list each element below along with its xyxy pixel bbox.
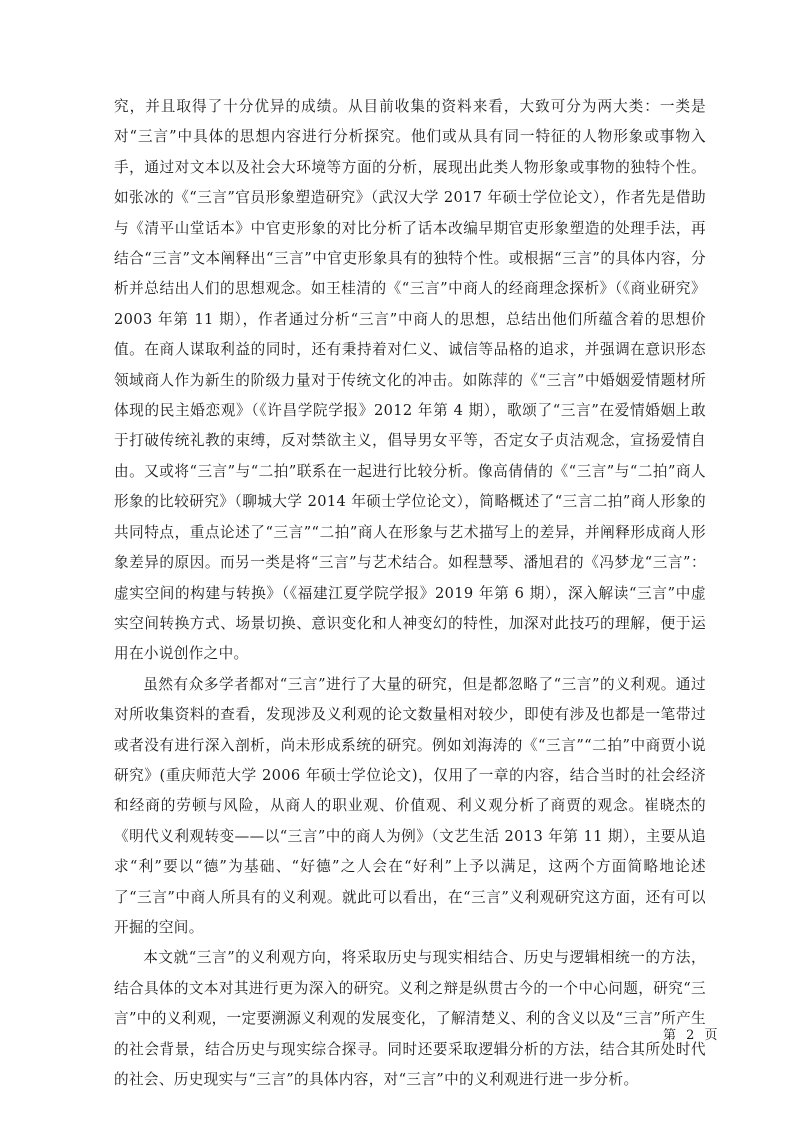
paragraph-continued: 究，并且取得了十分优异的成绩。从目前收集的资料来看，大致可分为两大类：一类是对“三言”中具体的思想内容进行分析探究。他们或从具有同一特征的人物形象或事物入手，通过对文本以及社会大环境等方面的分析，展现出此类人物形象或事物的独特个性。如张冰的《“三言”官员形象塑造研究》（武汉大学 2017 年硕士学位论文），作者先是借助与《清平山堂话本》中官吏形象的对比分析了话本改编早期官吏形象塑造的处理手法，再结合“三言”文本阐释出“三言”中官吏形象具有的独特个性。或根据“三言”的具体内容，分析并总结出人们的思想观念。如王桂清的《“三言”中商人的经商理念探析》（《商业研究》2003 年第 11 期），作者通过分析“三言”中商人的思想，总结出他们所蕴含着的思想价值。在商人谋取利益的同时，还有秉持着对仁义、诚信等品格的追求，并强调在意识形态领域商人作为新生的阶级力量对于传统文化的冲击。如陈萍的《“三言”中婚姻爱情题材所体现的民主婚恋观》（《许昌学院学报》2012 年第 4 期），歌颂了“三言”在爱情婚姻上敢于打破传统礼教的束缚，反对禁欲主义，倡导男女平等，否定女子贞洁观念，宣扬爱情自由。又或将“三言”与“二拍”联系在一起进行比较分析。像高倩倩的《“三言”与“二拍”商人形象的比较研究》（聊城大学 2014 年硕士学位论文），简略概述了“三言二拍”商人形象的共同特点，重点论述了“三言”“二拍”商人在形象与艺术描写上的差异，并阐释形成商人形象差异的原因。而另一类是将“三言”与艺术结合。如程慧琴、潘旭君的《冯梦龙“三言”：虚实空间的构建与转换》（《福建江夏学院学报》2019 年第 6 期），深入解读“三言”中虚实空间转换方式、场景切换、意识变化和人神变幻的特性，加深对此技巧的理解，便于运用在小说创作之中。 — [114, 98, 706, 663]
paragraph-research-gap: 虽然有众多学者都对“三言”进行了大量的研究，但是都忽略了“三言”的义利观。通过对所收集资料的查看，发现涉及义利观的论文数量相对较少，即使有涉及也都是一笔带过或者没有进行深入剖析，尚未形成系统的研究。例如刘海涛的《“三言”“二拍”中商贾小说研究》(重庆师范大学 2006 年硕士学位论文)，仅用了一章的内容，结合当时的社会经济和经商的劳顿与风险，从商人的职业观、价值观、利义观分析了商贾的观念。崔晓杰的《明代义利观转变——以“三言”中的商人为例》（文艺生活 2013 年第 11 期），主要从追求“利”要以“德”为基础、“好德”之人会在“好利”上予以满足，这两个方面简略地论述了“三言”中商人所具有的义利观。就此可以看出，在“三言”义利观研究这方面，还有可以开掘的空间。 — [114, 675, 706, 936]
page-number: 第 2 页 — [663, 1028, 721, 1043]
document-body — [114, 92, 706, 1095]
paragraph-methodology: 本文就“三言”的义利观方向，将采取历史与现实相结合、历史与逻辑相统一的方法，结合具体的文本对其进行更为深入的研究。义利之辩是纵贯古今的一个中心问题，研究“三言”中的义利观，一定要溯源义利观的发展变化，了解清楚义、利的含义以及“三言”所产生的社会背景，结合历史与现实综合探寻。同时还要采取逻辑分析的方法，结合其所处时代的社会、历史现实与“三言”的具体内容，对“三言”中的义利观进行进一步分析。 — [114, 949, 706, 1088]
